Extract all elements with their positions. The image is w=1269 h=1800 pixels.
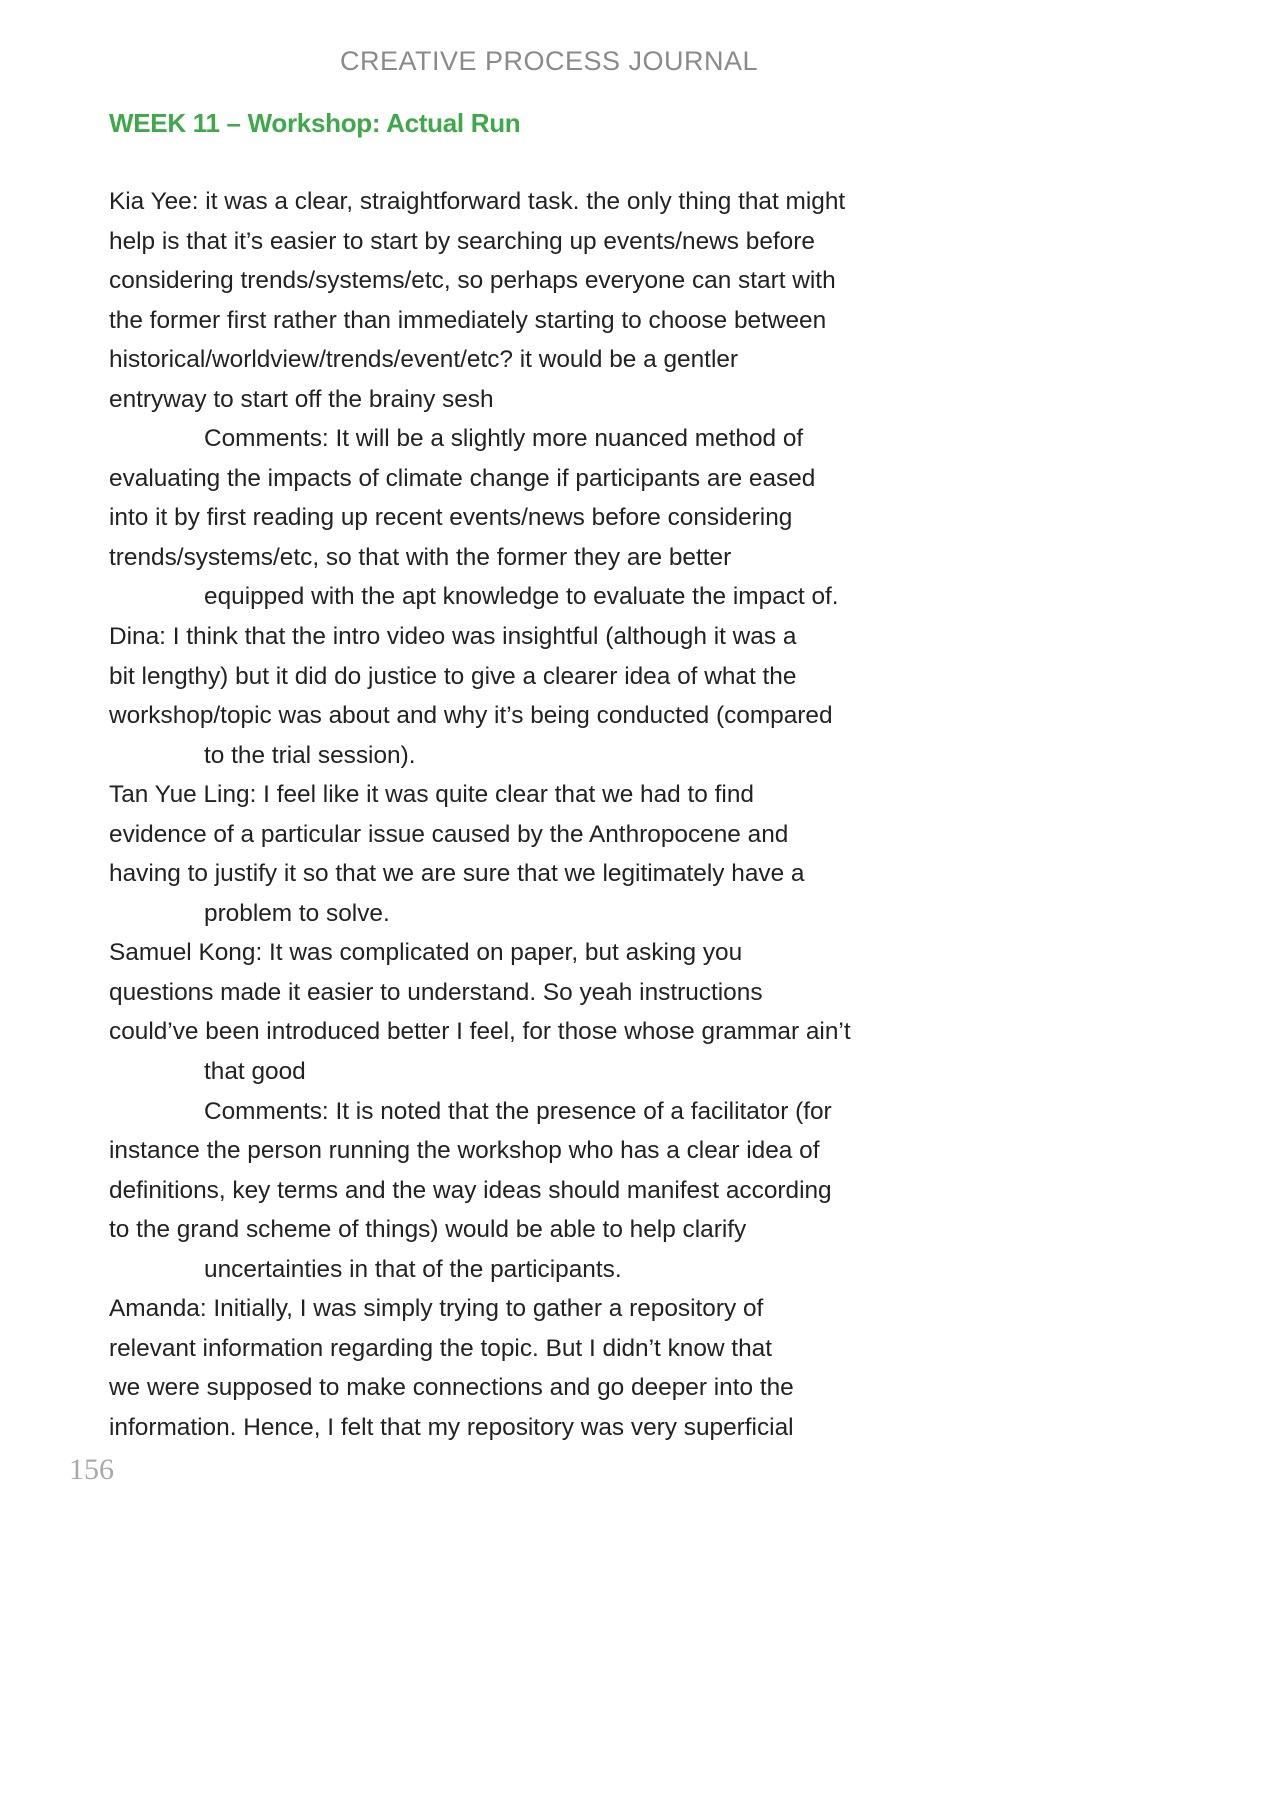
- body-line: questions made it easier to understand. So yeah instructions: [109, 978, 763, 1006]
- body-line: evidence of a particular issue caused by the Anthropocene and: [109, 820, 789, 848]
- body-line: entryway to start off the brainy sesh: [109, 385, 494, 413]
- body-line: to the grand scheme of things) would be able to help clarify: [109, 1216, 747, 1244]
- running-header: [0, 46, 1100, 77]
- body-line: evaluating the impacts of climate change if participants are eased: [109, 464, 816, 492]
- section-heading: WEEK 11 – Workshop: Actual Run: [109, 108, 521, 138]
- body-line: considering trends/systems/etc, so perhaps everyone can start with: [109, 267, 836, 295]
- body-line: information. Hence, I felt that my repository was very superficial: [109, 1413, 794, 1441]
- body-line: into it by first reading up recent events/news before considering: [109, 504, 793, 532]
- body-line: that good: [204, 1058, 306, 1086]
- body-line: historical/worldview/trends/event/etc? it would be a gentler: [109, 346, 739, 374]
- body-line: relevant information regarding the topic. But I didn’t know that: [109, 1334, 772, 1362]
- page-number: 156: [69, 1453, 114, 1486]
- body-line: problem to solve.: [204, 899, 390, 927]
- body-line: having to justify it so that we are sure that we legitimately have a: [109, 860, 805, 888]
- body-line: Amanda: Initially, I was simply trying to gather a repository of: [109, 1295, 764, 1323]
- body-line: Comments: It will be a slightly more nuanced method of: [204, 425, 804, 453]
- body-line: Dina: I think that the intro video was insightful (although it was a: [109, 623, 797, 651]
- body-line: uncertainties in that of the participants.: [204, 1255, 622, 1283]
- body-line: Comments: It is noted that the presence of a facilitator (for: [204, 1097, 832, 1125]
- body-line: Tan Yue Ling: I feel like it was quite clear that we had to find: [109, 781, 754, 809]
- body-line: we were supposed to make connections and go deeper into the: [109, 1374, 794, 1402]
- body-line: trends/systems/etc, so that with the former they are better: [109, 543, 732, 571]
- body-line: equipped with the apt knowledge to evaluate the impact of.: [204, 583, 839, 611]
- body-line: definitions, key terms and the way ideas should manifest according: [109, 1176, 832, 1204]
- body-line: help is that it’s easier to start by searching up events/news before: [109, 227, 815, 255]
- body-line: workshop/topic was about and why it’s being conducted (compared: [109, 702, 833, 730]
- body-line: bit lengthy) but it did do justice to give a clearer idea of what the: [109, 662, 797, 690]
- body-line: could’ve been introduced better I feel, for those whose grammar ain’t: [109, 1018, 851, 1046]
- body-line: instance the person running the workshop who has a clear idea of: [109, 1137, 820, 1165]
- body-line: the former first rather than immediately starting to choose between: [109, 306, 827, 334]
- body-line: Samuel Kong: It was complicated on paper, but asking you: [109, 939, 743, 967]
- journal-body: [109, 182, 949, 1448]
- running-header-text: CREATIVE PROCESS JOURNAL: [339, 46, 759, 76]
- body-line: to the trial session).: [204, 741, 416, 769]
- body-line: Kia Yee: it was a clear, straightforward task. the only thing that might: [109, 188, 846, 215]
